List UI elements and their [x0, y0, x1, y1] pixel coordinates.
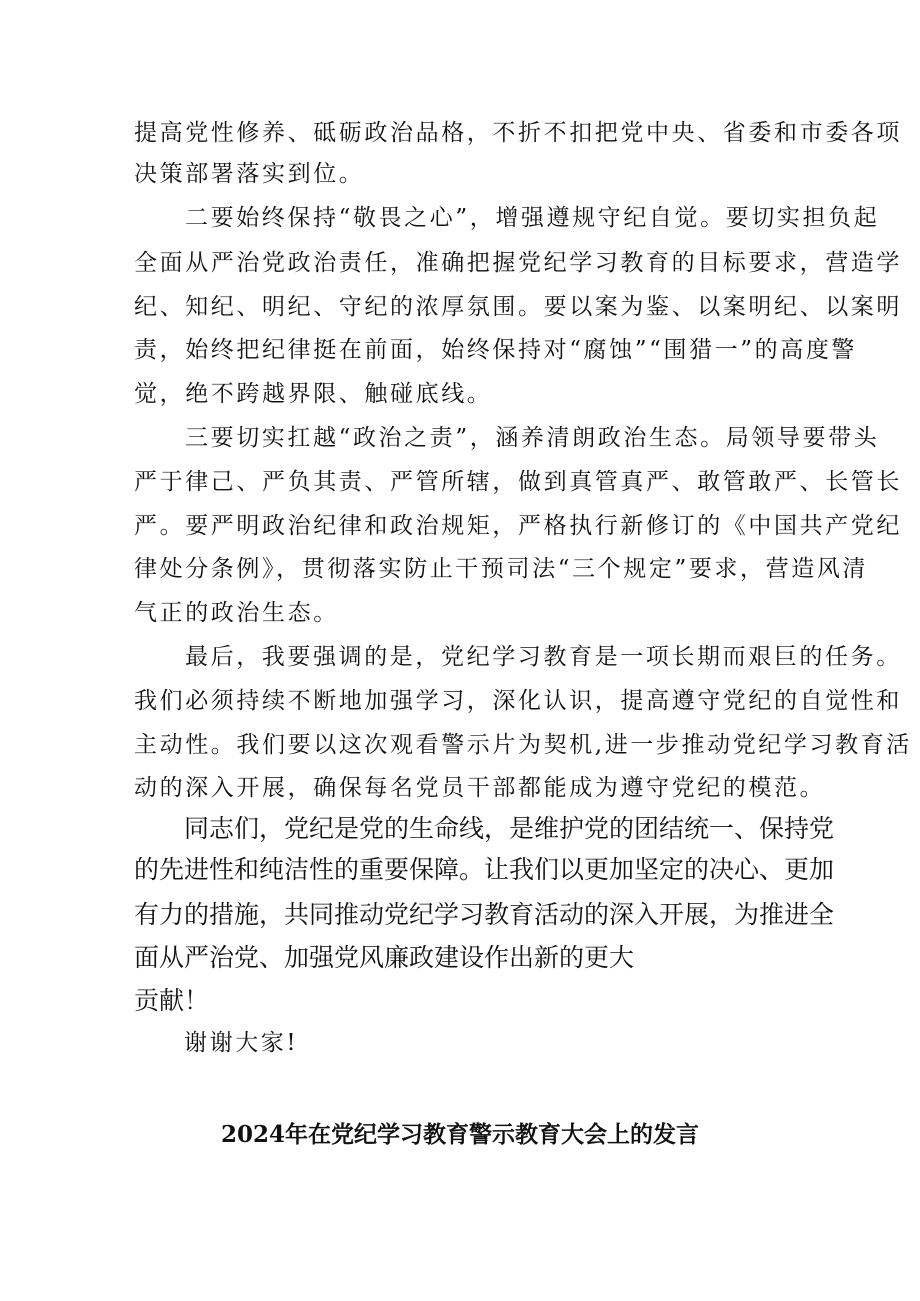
paragraph-line: 责，始终把纪律挺在前面，始终保持对“腐蚀”“围猎一”的高度警 [134, 337, 858, 363]
paragraph-line: 律处分条例》，贯彻落实防止干预司法“三个规定”要求，营造风清 [134, 556, 869, 582]
paragraph-line: 二要始终保持“敬畏之心”，增强遵规守纪自觉。要切实担负起 [185, 205, 880, 231]
closing-line: 谢谢大家! [184, 1030, 299, 1056]
paragraph-line: 面从严治党、加强党风廉政建设作出新的更大 [134, 943, 635, 972]
paragraph-line: 有力的措施，共同推动党纪学习教育活动的深入开展，为推进全 [134, 900, 835, 929]
paragraph-line: 主动性。我们要以这次观看警示片为契机,进一步推动党纪学习教育活 [134, 732, 912, 758]
paragraph-line: 动的深入开展，确保每名党员干部都能成为遵守党纪的模范。 [134, 775, 826, 801]
paragraph-line: 贡献！ [134, 986, 210, 1015]
paragraph-line: 的先进性和纯洁性的重要保障。让我们以更加坚定的决心、更加 [134, 855, 835, 884]
paragraph-line: 严。要严明政治纪律和政治规矩，严格执行新修订的《中国共产党纪 [134, 513, 902, 539]
paragraph-line: 决策部署落实到位。 [134, 161, 365, 187]
paragraph-line: 三要切实扛越“政治之责”，涵养清朗政治生态。局领导要带头 [185, 425, 880, 451]
paragraph-line: 气正的政治生态。 [134, 600, 339, 626]
paragraph-line: 同志们，党纪是党的生命线，是维护党的团结统一、保持党 [184, 814, 835, 843]
paragraph-line: 严于律己、严负其责、严管所辖，做到真管真严、敢管敢严、长管长 [134, 469, 902, 495]
paragraph-line: 纪、知纪、明纪、守纪的浓厚氛围。要以案为鉴、以案明纪、以案明 [134, 294, 902, 320]
next-speech-title: 2024年在党纪学习教育警示教育大会上的发言 [220, 1121, 699, 1148]
paragraph-line: 提高党性修养、砥砺政治品格，不折不扣把党中央、省委和市委各项 [134, 120, 902, 146]
paragraph-line: 觉，绝不跨越界限、触碰底线。 [134, 381, 493, 407]
paragraph-line: 最后，我要强调的是，党纪学习教育是一项长期而艰巨的任务。 [185, 644, 902, 670]
paragraph-line: 我们必须持续不断地加强学习，深化认识，提高遵守党纪的自觉性和 [134, 688, 902, 714]
paragraph-line: 全面从严治党政治责任，准确把握党纪学习教育的目标要求，营造学 [134, 250, 902, 276]
